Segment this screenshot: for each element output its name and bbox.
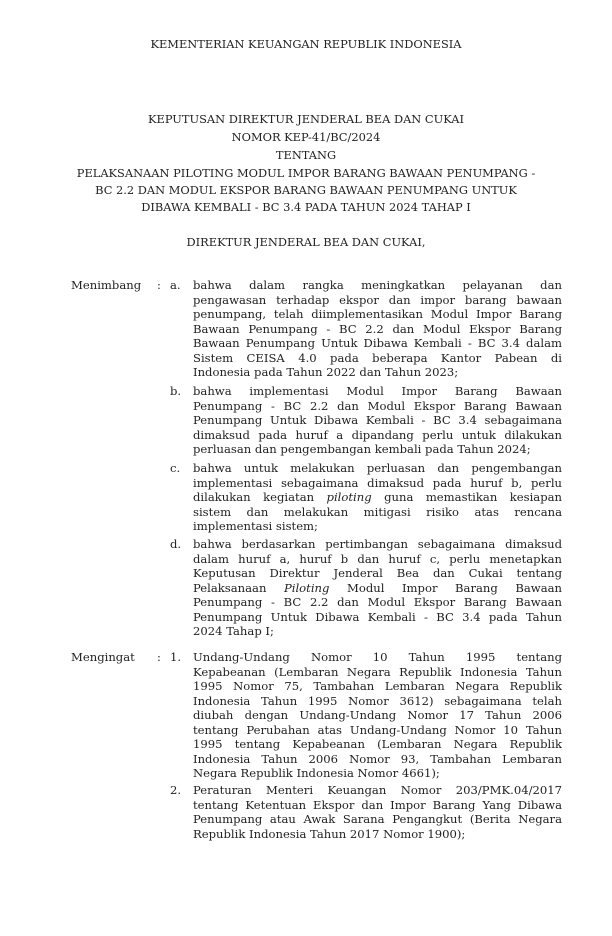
item-line: bahwa implementasi Modul Impor Barang Bawaan: [193, 384, 562, 398]
decree-about: TENTANG: [275, 148, 337, 162]
decree-issuer: DIREKTUR JENDERAL BEA DAN CUKAI,: [186, 235, 426, 249]
mengingat-colon: :: [157, 650, 161, 664]
line-part: Pelaksanaan: [193, 580, 284, 595]
item-line: dimaksud pada huruf a dipandang perlu untuk dilakukan: [193, 427, 562, 442]
decree-number: NOMOR KEP-41/BC/2024: [231, 130, 381, 144]
item-line: 1995 Nomor 75, Tambahan Lembaran Negara Republik: [193, 679, 562, 693]
item-line: penumpang, telah diimplementasikan Modul Impor Barang: [193, 307, 562, 321]
item-line: bahwa berdasarkan pertimbangan sebagaimana dimaksud: [193, 537, 562, 551]
item-line: tentang Ketentuan Ekspor dan Impor Barang Yang Dibawa: [193, 797, 562, 812]
item-marker: b.: [170, 384, 182, 398]
ministry-header: KEMENTERIAN KEUANGAN REPUBLIK INDONESIA: [150, 37, 462, 51]
line-part: Modul Impor Barang Bawaan: [329, 580, 562, 595]
decree-subject-line: DIBAWA KEMBALI - BC 3.4 PADA TAHUN 2024 TAHAP I: [141, 200, 471, 214]
item-line: bahwa untuk melakukan perluasan dan pengembangan: [193, 461, 562, 475]
decree-subject-line: PELAKSANAAN PILOTING MODUL IMPOR BARANG BAWAAN PENUMPANG -: [76, 166, 536, 180]
item-line: Undang-Undang Nomor 10 Tahun 1995 tentang: [193, 650, 562, 664]
item-line: Negara Republik Indonesia Nomor 4661);: [193, 766, 440, 780]
item-marker: d.: [170, 537, 182, 551]
decree-title: KEPUTUSAN DIREKTUR JENDERAL BEA DAN CUKAI: [148, 112, 464, 126]
item-marker: a.: [170, 278, 181, 292]
item-line: 2024 Tahap I;: [193, 624, 274, 638]
italic-term: piloting: [326, 490, 372, 504]
item-line-with-italic: [193, 490, 562, 505]
item-line: Penumpang atau Awak Sarana Pengangkut (Berita Negara: [193, 812, 562, 826]
item-line: Penumpang - BC 2.2 dan Modul Ekspor Barang Bawaan: [193, 595, 562, 609]
item-line: diubah dengan Undang-Undang Nomor 17 Tahun 2006: [193, 708, 562, 722]
menimbang-colon: :: [157, 278, 161, 292]
menimbang-label: Menimbang: [71, 278, 142, 292]
item-line: Indonesia Tahun 1995 Nomor 3612) sebagaimana telah: [193, 693, 562, 708]
item-line: Peraturan Menteri Keuangan Nomor 203/PMK.04/2017: [193, 783, 562, 797]
item-line: Bawaan Penumpang Untuk Dibawa Kembali - BC 3.4 dalam: [193, 336, 562, 350]
item-line: Indonesia pada Tahun 2022 dan Tahun 2023;: [193, 365, 459, 379]
item-line: bahwa dalam rangka meningkatkan pelayanan dan: [193, 278, 562, 292]
item-line: Republik Indonesia Tahun 2017 Nomor 1900);: [193, 826, 466, 841]
line-part: guna memastikan kesiapan: [371, 490, 562, 504]
mengingat-label: Mengingat: [71, 650, 135, 664]
item-line: implementasi sebagaimana dimaksud pada huruf b, perlu: [193, 475, 562, 490]
item-line: 1995 tentang Kepabeanan (Lembaran Negara Republik: [193, 737, 562, 751]
item-line: Penumpang Untuk Dibawa Kembali - BC 3.4 sebagaimana: [193, 413, 562, 427]
line-part: dilakukan kegiatan: [193, 490, 327, 504]
item-line: Bawaan Penumpang - BC 2.2 dan Modul Ekspor Barang: [193, 321, 562, 336]
item-line: Sistem CEISA 4.0 pada beberapa Kantor Pabean di: [193, 350, 562, 365]
item-line-with-italic: [193, 581, 562, 596]
item-line: Penumpang Untuk Dibawa Kembali - BC 3.4 pada Tahun: [193, 609, 562, 624]
item-line: Keputusan Direktur Jenderal Bea dan Cukai tentang: [193, 566, 562, 580]
decree-subject-line: BC 2.2 DAN MODUL EKSPOR BARANG BAWAAN PENUMPANG UNTUK: [95, 183, 517, 197]
item-line: dalam huruf a, huruf b dan huruf c, perlu menetapkan: [193, 551, 562, 566]
item-line: Kepabeanan (Lembaran Negara Republik Indonesia Tahun: [193, 664, 562, 679]
item-marker: 1.: [170, 650, 182, 664]
item-line: sistem dan melakukan mitigasi risiko atas rencana: [193, 504, 562, 519]
item-line: implementasi sistem;: [193, 519, 318, 533]
item-marker: 2.: [170, 783, 182, 797]
item-line: Indonesia Tahun 2006 Nomor 93, Tambahan Lembaran: [193, 751, 562, 766]
item-marker: c.: [170, 461, 181, 475]
item-line: Penumpang - BC 2.2 dan Modul Ekspor Barang Bawaan: [193, 398, 562, 413]
italic-term: Piloting: [283, 580, 330, 595]
item-line: perluasan dan pengembangan kembali pada Tahun 2024;: [193, 442, 531, 456]
item-line: tentang Perubahan atas Undang-Undang Nomor 10 Tahun: [193, 722, 562, 737]
item-line: pengawasan terhadap ekspor dan impor barang bawaan: [193, 292, 562, 307]
